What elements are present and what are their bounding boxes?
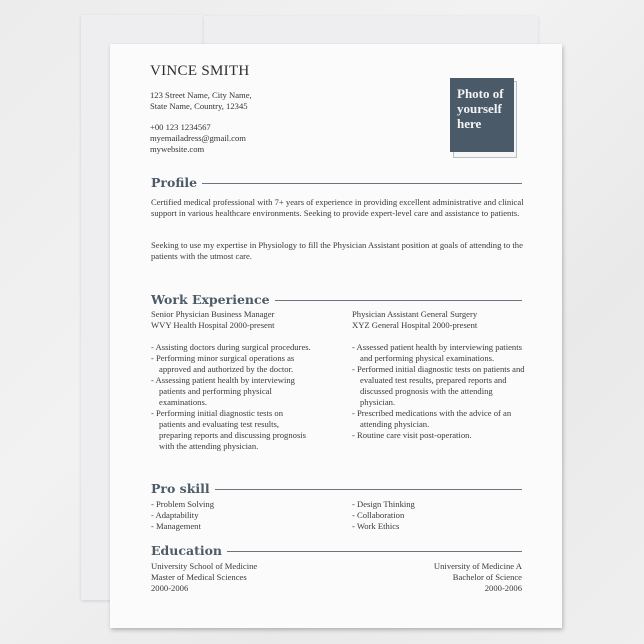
profile-heading: [151, 175, 522, 190]
job-bullet: - Assisting doctors during surgical procedures.: [151, 342, 311, 352]
job-role: Physician Assistant General Surgery: [352, 309, 478, 319]
skill-item: - Work Ethics: [352, 521, 400, 531]
education-entry-2: [342, 561, 522, 594]
skills-right: [352, 499, 512, 532]
education-school: University School of Medicine: [151, 561, 258, 571]
job-bullet: - Performing minor surgical operations as approved and authorized by the doctor.: [151, 353, 295, 374]
job-bullet: - Performing initial diagnostic tests on patients and evaluating test results, preparing reports and discussing prognosis with the attending physician.: [151, 408, 307, 451]
photo-text-1: Photo of: [457, 86, 504, 101]
divider: [215, 489, 522, 491]
section-title: Profile: [151, 175, 198, 190]
photo-text-2: yourself: [457, 101, 502, 116]
photo-placeholder: [450, 78, 514, 154]
phone: +00 123 1234567: [150, 122, 211, 132]
resume-card: [110, 44, 562, 628]
job-1: [151, 309, 311, 452]
skills-left: [151, 499, 331, 532]
work-experience-heading: [151, 292, 522, 307]
divider: [275, 300, 522, 302]
job-role: Senior Physician Business Manager: [151, 309, 275, 319]
skill-item: - Problem Solving: [151, 499, 215, 509]
address-block: [150, 90, 252, 112]
divider: [202, 183, 522, 185]
job-bullet: - Assessed patient health by interviewing patients and performing physical examinations.: [352, 342, 522, 363]
education-years: 2000-2006: [484, 583, 522, 593]
job-2: [352, 309, 527, 441]
education-entry-1: [151, 561, 331, 594]
job-bullet: - Routine care visit post-operation.: [352, 430, 472, 440]
education-years: 2000-2006: [151, 583, 189, 593]
education-school: University of Medicine A: [433, 561, 522, 571]
education-degree: Bachelor of Science: [452, 572, 522, 582]
job-bullet: - Performed initial diagnostic tests on patients and evaluated test results, prepared reports and discussed prognosis with the attending physician.: [352, 364, 525, 407]
job-employer: WVY Health Hospital 2000-present: [151, 320, 275, 330]
profile-paragraph-2: Seeking to use my expertise in Physiology to fill the Physician Assistant position at goals of attending to the patients with the utmost care.: [151, 240, 523, 261]
education-degree: Master of Medical Sciences: [151, 572, 247, 582]
education-heading: [151, 543, 522, 558]
job-bullet: - Prescribed medications with the advice of an attending physician.: [352, 408, 512, 429]
job-bullet: - Assessing patient health by interviewing patients and performing physical examinations.: [151, 375, 295, 407]
job-employer: XYZ General Hospital 2000-present: [352, 320, 478, 330]
address-line-1: 123 Street Name, City Name,: [150, 90, 252, 100]
section-title: Pro skill: [151, 481, 210, 496]
skill-item: - Management: [151, 521, 201, 531]
photo-box: [450, 78, 514, 152]
website: mywebsite.com: [150, 144, 205, 154]
email: myemailadress@gmail.com: [150, 133, 246, 143]
photo-text-3: here: [457, 116, 482, 131]
contact-block: [150, 122, 246, 155]
pro-skill-heading: [151, 481, 522, 496]
profile-paragraph-1: Certified medical professional with 7+ years of experience in providing excellent administrative and clinical support in various healthcare environments. Seeking to provide expert-level care and assistance to patients.: [151, 197, 524, 218]
resume-name: VINCE SMITH: [150, 63, 250, 79]
section-title: Education: [151, 543, 223, 558]
divider: [227, 551, 522, 553]
skill-item: - Adaptability: [151, 510, 199, 520]
skill-item: - Design Thinking: [352, 499, 415, 509]
section-title: Work Experience: [151, 292, 270, 307]
skill-item: - Collaboration: [352, 510, 405, 520]
address-line-2: State Name, Country, 12345: [150, 101, 248, 111]
